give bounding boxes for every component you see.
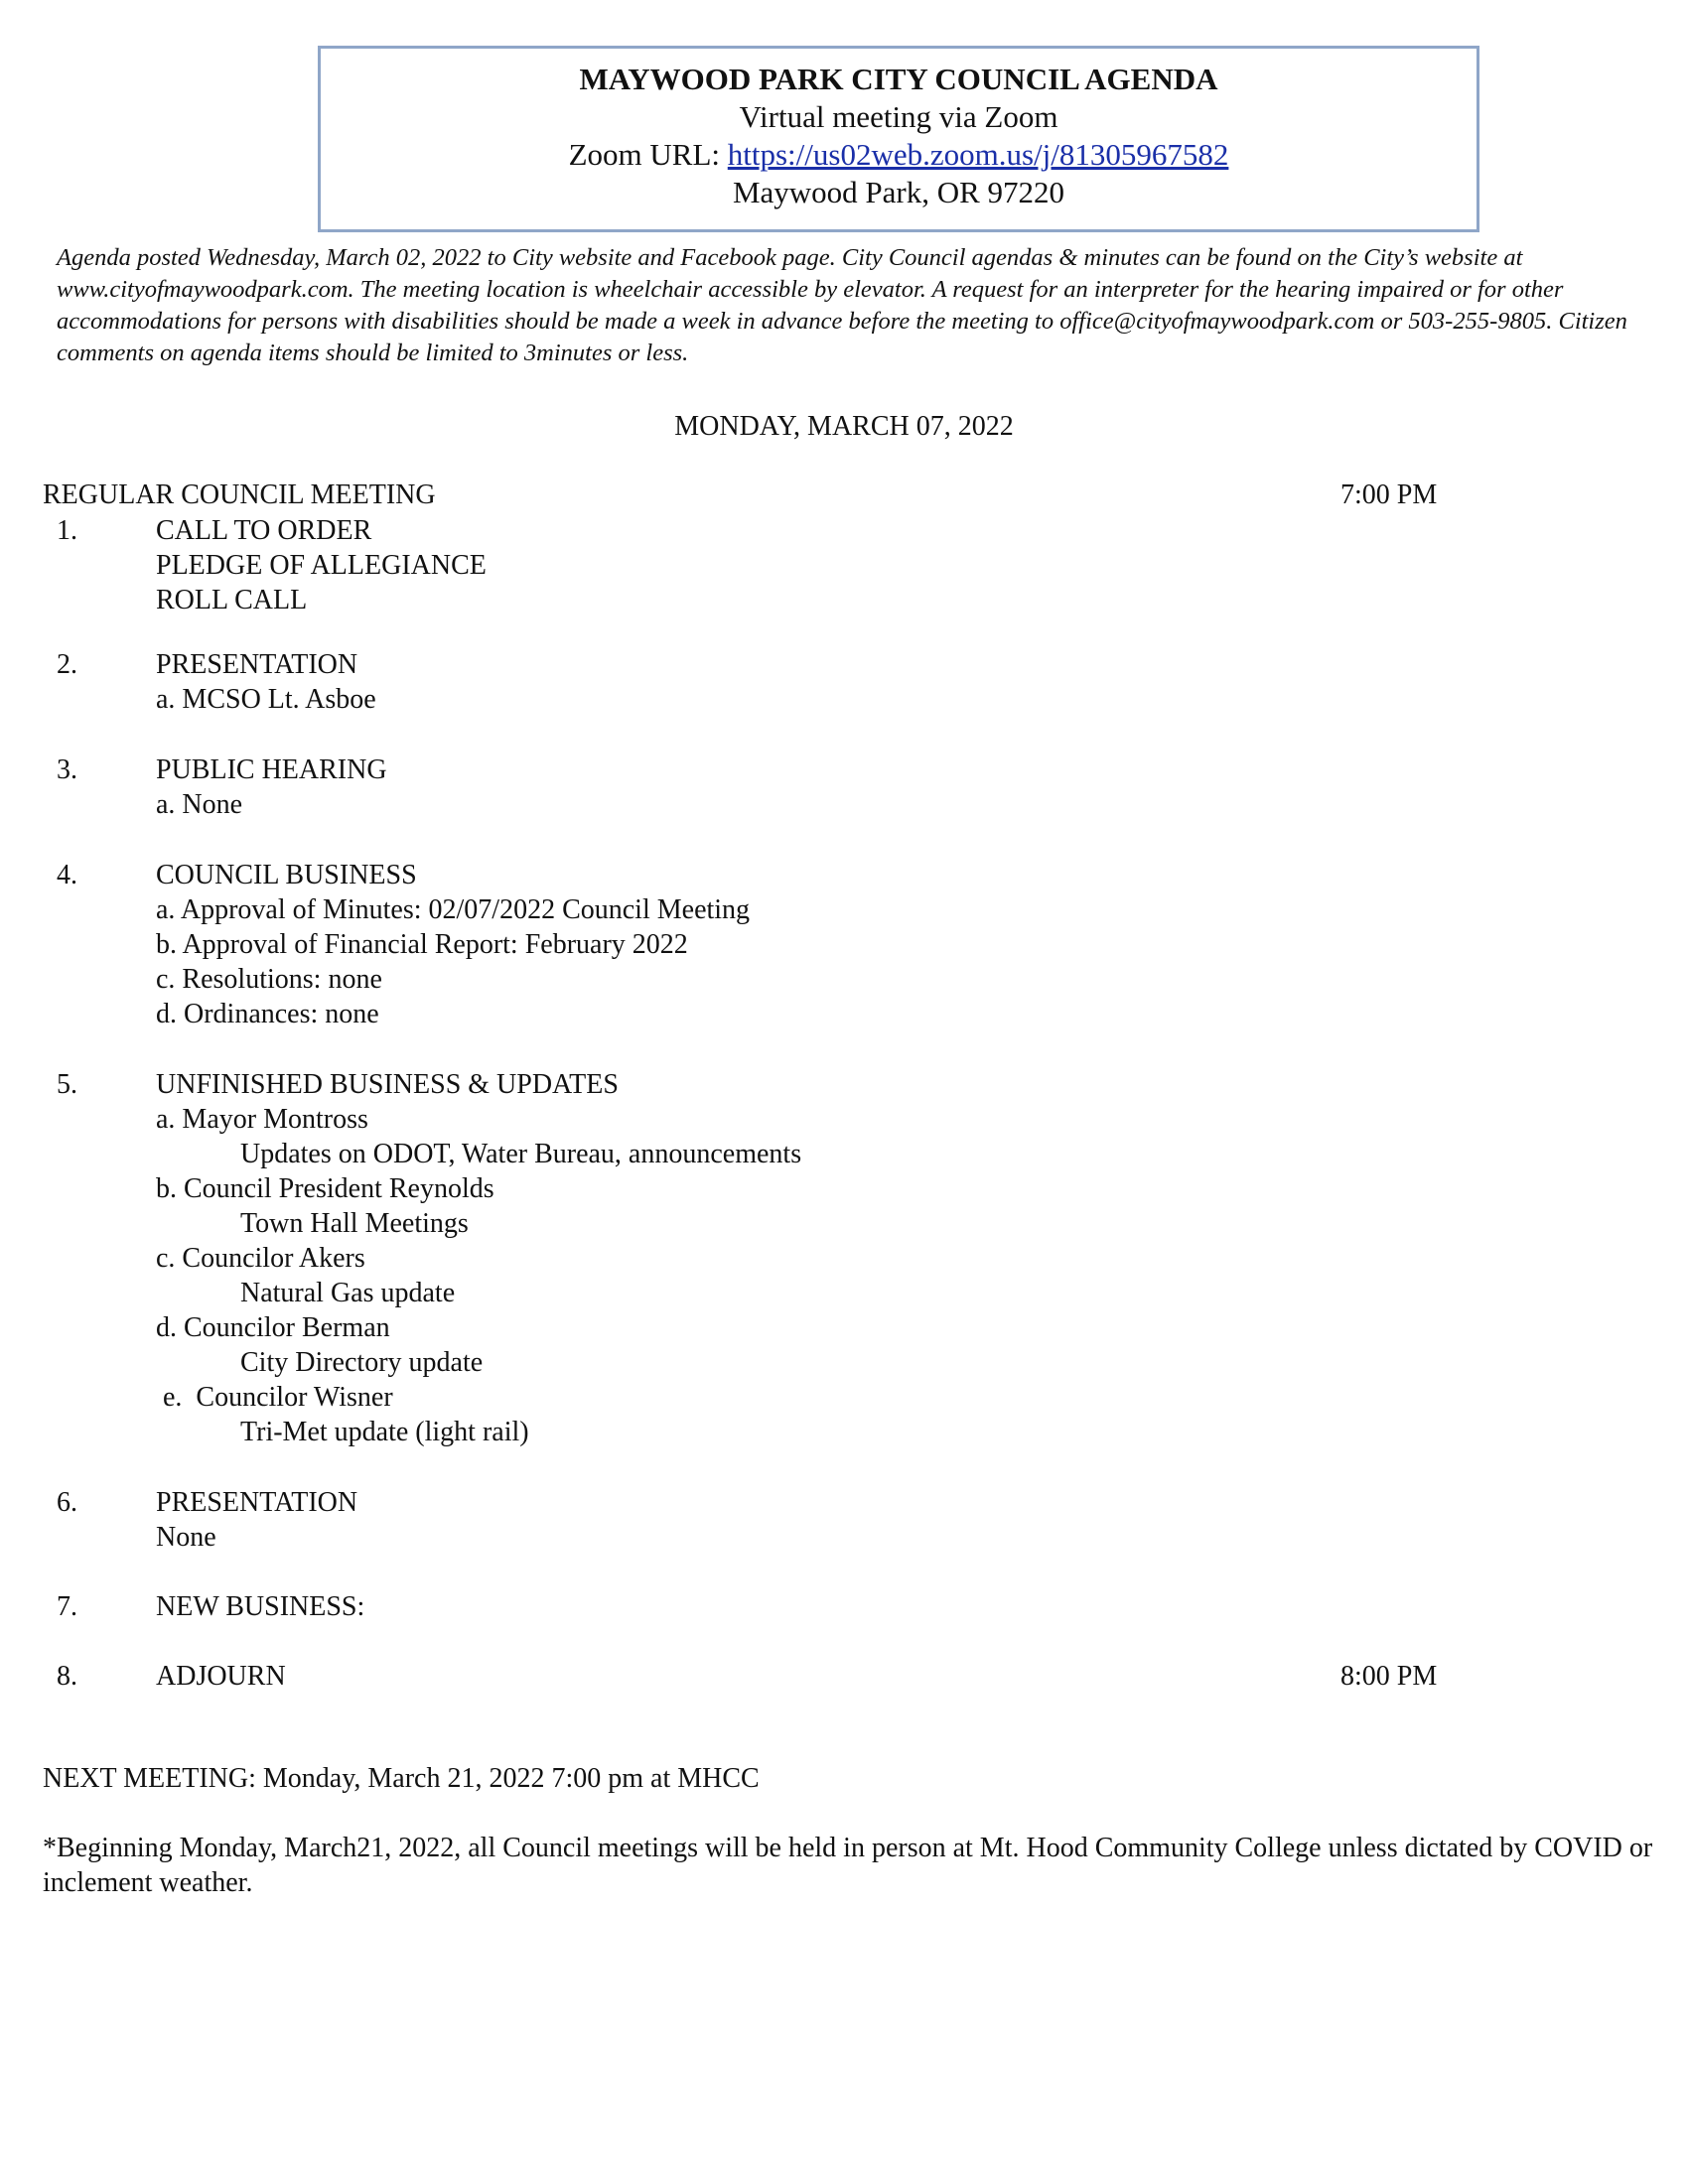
item-line: a. None: [156, 789, 243, 820]
item-title: CALL TO ORDER: [156, 515, 372, 546]
item-title: COUNCIL BUSINESS: [156, 860, 417, 890]
item-number: 8.: [57, 1661, 77, 1692]
item-line: e. Councilor Wisner: [156, 1382, 393, 1413]
item-line: a. MCSO Lt. Asboe: [156, 684, 376, 715]
next-meeting: NEXT MEETING: Monday, March 21, 2022 7:00 pm at MHCC: [43, 1763, 760, 1794]
zoom-url-line: [321, 136, 1477, 174]
agenda-subtitle: Virtual meeting via Zoom: [739, 99, 1058, 134]
item-title: PRESENTATION: [156, 1487, 358, 1518]
agenda-address: Maywood Park, OR 97220: [732, 175, 1065, 209]
item-line: d. Ordinances: none: [156, 999, 379, 1029]
item-line: ROLL CALL: [156, 585, 308, 615]
item-line: a. Approval of Minutes: 02/07/2022 Council Meeting: [156, 894, 751, 925]
agenda-header-box: [318, 46, 1479, 232]
item-subline: Updates on ODOT, Water Bureau, announcements: [240, 1139, 802, 1169]
adjourn-time: 8:00 PM: [1340, 1661, 1438, 1692]
agenda-notice: Agenda posted Wednesday, March 02, 2022 to City website and Facebook page. City Council agendas & minutes can be found on the City’s website at www.cityofmaywoodpark.com. The meeting location is wheelchair accessible by elevator. A request for an interpreter for the hearing impaired or for other accommodations for persons with disabilities should be made a week in advance before the meeting to office@cityofmaywoodpark.com or 503-255-9805. Citizen comments on agenda items should be limited to 3minutes or less.: [57, 244, 1627, 366]
meeting-start-time: 7:00 PM: [1340, 479, 1438, 510]
meeting-date: MONDAY, MARCH 07, 2022: [674, 411, 1014, 442]
item-line: b. Council President Reynolds: [156, 1173, 494, 1204]
item-number: 3.: [57, 754, 77, 785]
item-title: UNFINISHED BUSINESS & UPDATES: [156, 1069, 619, 1100]
item-number: 5.: [57, 1069, 77, 1100]
item-subline: City Directory update: [240, 1347, 484, 1378]
item-subline: Tri-Met update (light rail): [240, 1417, 529, 1447]
item-line: c. Councilor Akers: [156, 1243, 365, 1274]
footer-note: *Beginning Monday, March21, 2022, all Council meetings will be held in person at Mt. Hood Community College unless dictated by COVID or inclement weather.: [43, 1833, 1653, 1898]
item-subline: Natural Gas update: [240, 1278, 456, 1308]
item-line: c. Resolutions: none: [156, 964, 382, 995]
item-number: 6.: [57, 1487, 77, 1518]
zoom-url-prefix: Zoom URL:: [568, 137, 728, 172]
zoom-url-link[interactable]: https://us02web.zoom.us/j/81305967582: [727, 137, 1229, 172]
item-number: 7.: [57, 1591, 77, 1622]
item-line: d. Councilor Berman: [156, 1312, 390, 1343]
item-title: NEW BUSINESS:: [156, 1591, 365, 1622]
item-number: 2.: [57, 649, 77, 680]
item-line: None: [156, 1522, 216, 1553]
meeting-label: REGULAR COUNCIL MEETING: [43, 479, 436, 510]
item-number: 4.: [57, 860, 77, 890]
agenda-title: MAYWOOD PARK CITY COUNCIL AGENDA: [579, 62, 1218, 96]
item-line: a. Mayor Montross: [156, 1104, 368, 1135]
item-line: b. Approval of Financial Report: February 2022: [156, 929, 688, 960]
item-title: PUBLIC HEARING: [156, 754, 387, 785]
item-subline: Town Hall Meetings: [240, 1208, 469, 1239]
item-title: PRESENTATION: [156, 649, 358, 680]
item-title: ADJOURN: [156, 1661, 286, 1692]
item-number: 1.: [57, 515, 77, 546]
item-line: PLEDGE OF ALLEGIANCE: [156, 550, 487, 581]
